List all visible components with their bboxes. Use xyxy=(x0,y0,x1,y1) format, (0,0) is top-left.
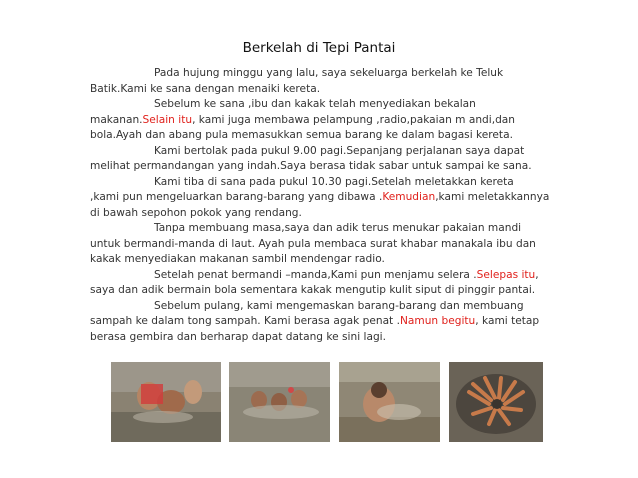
photo-strip xyxy=(111,362,543,442)
text-line xyxy=(90,159,530,175)
photo-grilled-satay xyxy=(449,362,543,442)
highlighted-connector: Kemudian xyxy=(382,191,436,203)
text-line xyxy=(90,237,536,253)
photo-children-swimming xyxy=(111,362,221,442)
text-segment: , kami tetap xyxy=(475,315,540,327)
highlighted-connector: Selain itu xyxy=(142,113,193,126)
text-line xyxy=(90,268,539,284)
text-segment: , kami juga membawa pelampung ,radio,pakaian m andi,dan xyxy=(192,113,516,126)
text-segment: Kami bertolak pada pukul 9.00 pagi.Sepanjang perjalanan saya dapat xyxy=(154,144,525,157)
text-line xyxy=(90,314,540,330)
text-segment: makanan. xyxy=(90,113,143,126)
highlighted-connector: Namun begitu xyxy=(399,315,476,327)
text-segment: , xyxy=(535,268,539,281)
text-line xyxy=(90,283,536,299)
text-segment: Batik.Kami ke sana dengan menaiki kereta. xyxy=(90,82,321,95)
text-segment: Tanpa membuang masa,saya dan adik terus menukar pakaian mandi xyxy=(154,222,522,234)
highlighted-connector: Selepas itu xyxy=(476,268,536,281)
text-line xyxy=(90,82,530,98)
text-segment: sampah ke dalam tong sampah. Kami berasa agak penat . xyxy=(90,315,400,327)
document-title: Berkelah di Tepi Pantai xyxy=(242,40,396,56)
text-segment: di bawah sepohon pokok yang rendang. xyxy=(90,206,302,219)
text-segment: kakak menyediakan makanan sambil mendengar radio. xyxy=(90,253,385,265)
text-segment: Pada hujung minggu yang lalu, saya sekeluarga berkelah ke Teluk xyxy=(154,67,504,79)
text-line xyxy=(90,97,530,113)
text-segment: ,kami pun mengeluarkan barang-barang yang dibawa . xyxy=(90,191,383,203)
text-line xyxy=(90,128,530,144)
text-line xyxy=(90,252,530,268)
text-segment: melihat permandangan yang indah.Saya berasa tidak sabar untuk sampai ke sana. xyxy=(90,160,532,172)
text-line xyxy=(90,190,550,206)
text-line xyxy=(90,330,530,346)
text-segment: untuk bermandi-manda di laut. Ayah pula membaca surat khabar manakala ibu dan xyxy=(90,237,536,250)
text-segment: Setelah penat bermandi –manda,Kami pun menjamu selera . xyxy=(154,268,477,281)
text-segment: saya dan adik bermain bola sementara kakak mengutip kulit siput di pinggir pantai. xyxy=(90,284,536,296)
text-segment: bola.Ayah dan abang pula memasukkan semua barang ke dalam bagasi kereta. xyxy=(90,129,513,141)
text-line xyxy=(90,299,530,315)
text-segment: Kami tiba di sana pada pukul 10.30 pagi.Setelah meletakkan kereta xyxy=(154,175,514,188)
text-segment: ,kami meletakkannya xyxy=(435,191,550,203)
text-line xyxy=(90,221,530,237)
photo-child-on-shore xyxy=(339,362,440,442)
text-line xyxy=(90,66,530,82)
text-line xyxy=(90,206,530,222)
text-line xyxy=(90,175,530,191)
text-segment: berasa gembira dan berharap dapat datang ke sini lagi. xyxy=(90,330,386,343)
photo-kids-in-water xyxy=(229,362,330,442)
essay-body xyxy=(90,66,550,345)
text-line xyxy=(90,144,530,160)
text-line xyxy=(90,113,530,129)
text-segment: Sebelum pulang, kami mengemaskan barang-barang dan membuang xyxy=(154,299,524,312)
text-segment: Sebelum ke sana ,ibu dan kakak telah menyediakan bekalan xyxy=(154,98,476,110)
